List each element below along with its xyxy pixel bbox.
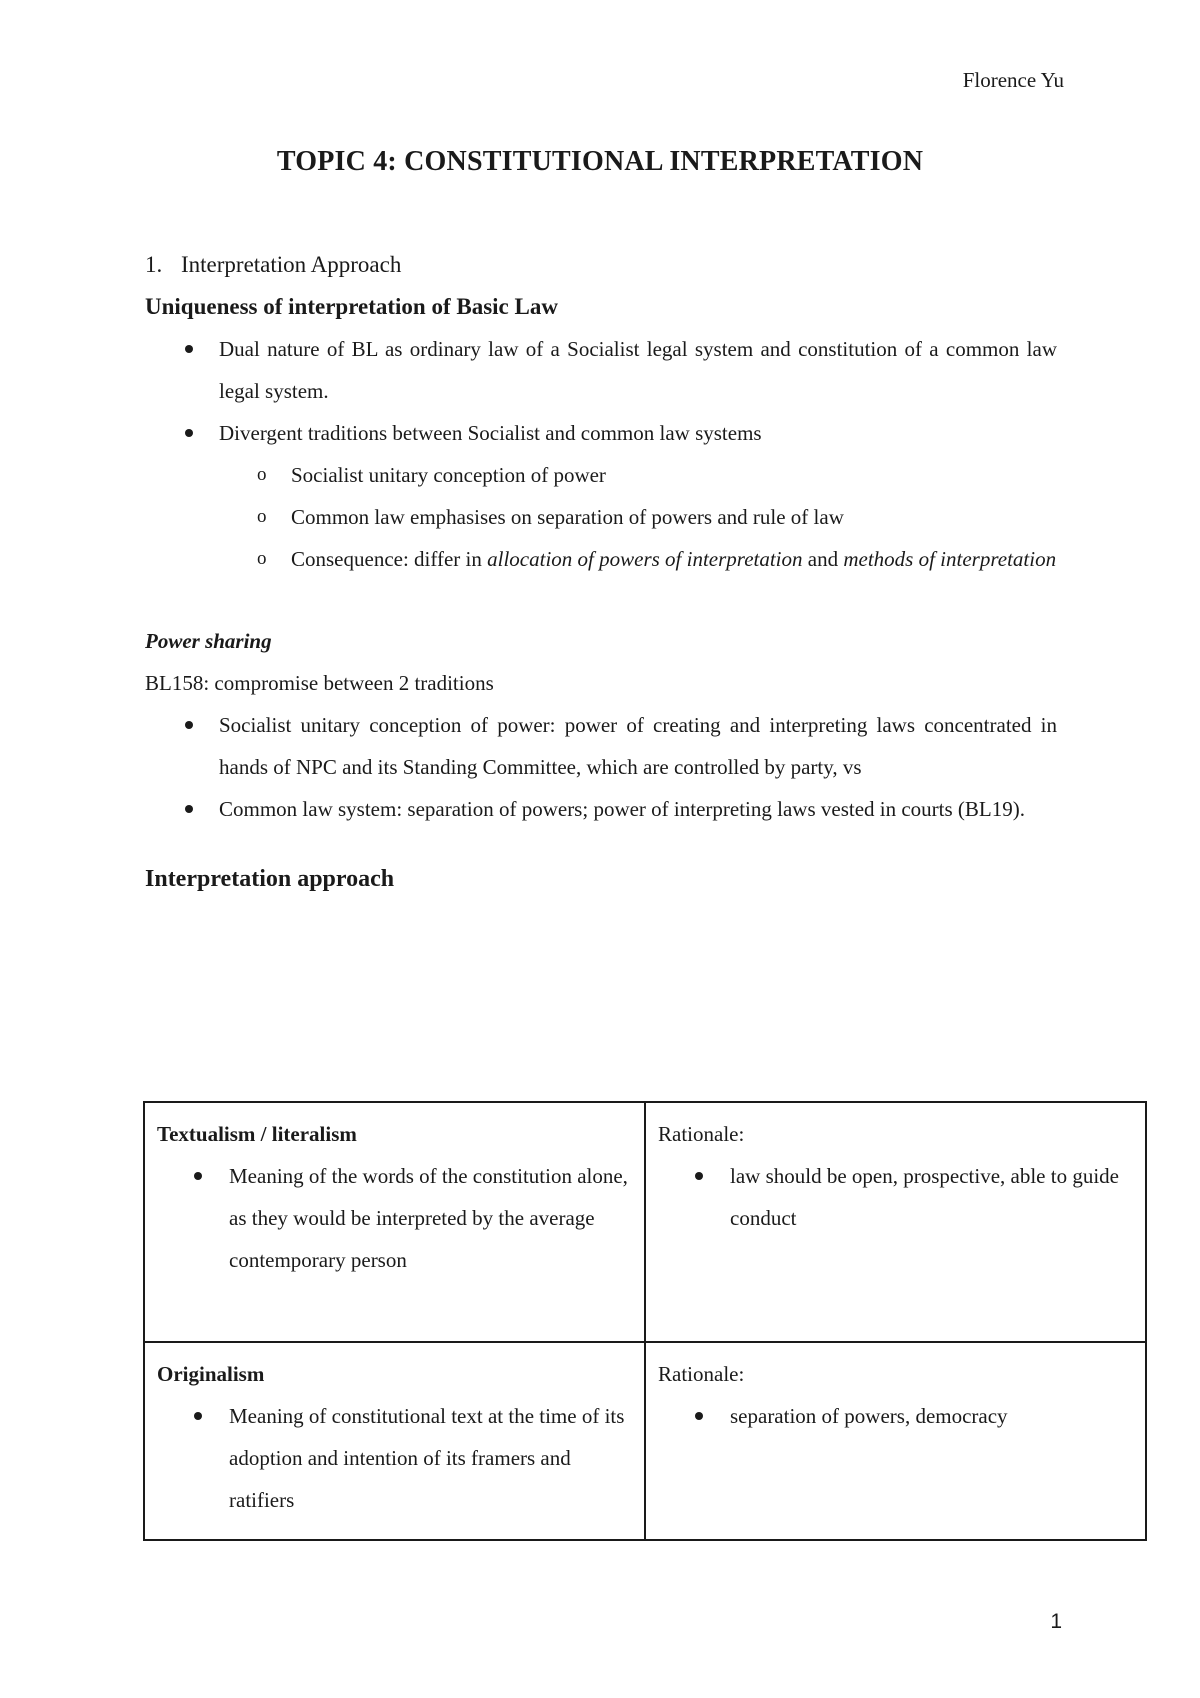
cell-title: Rationale: bbox=[658, 1362, 745, 1386]
list-item-text: separation of powers, democracy bbox=[730, 1404, 1008, 1428]
list-item-text: law should be open, prospective, able to guide conduct bbox=[730, 1164, 1119, 1230]
cell-bullet-list bbox=[658, 1395, 1135, 1437]
bullet-list bbox=[145, 328, 1057, 454]
list-item-text: Socialist unitary conception of power: power of creating and interpreting laws concentrated in hands of NPC and its Standing Committee, which are controlled by party, vs bbox=[219, 713, 1057, 779]
list-item bbox=[145, 788, 1057, 830]
bullet-icon bbox=[695, 1412, 703, 1420]
page-title: TOPIC 4: CONSTITUTIONAL INTERPRETATION bbox=[276, 146, 924, 177]
list-item-text: Dual nature of BL as ordinary law of a Socialist legal system and constitution of a common law legal system. bbox=[219, 337, 1057, 403]
table-row bbox=[144, 1342, 1146, 1540]
bullet-icon bbox=[185, 721, 193, 729]
list-item bbox=[658, 1155, 1135, 1239]
cell-bullet-list bbox=[157, 1155, 634, 1281]
section-heading bbox=[145, 244, 1057, 286]
consequence-emphasis-allocation: allocation of powers of interpretation bbox=[487, 547, 803, 571]
table-cell bbox=[645, 1102, 1146, 1342]
table-cell bbox=[144, 1342, 645, 1540]
page-number: 1 bbox=[1050, 1610, 1062, 1633]
header-author: Florence Yu bbox=[962, 68, 1064, 92]
sub-list-item-text: Common law emphasises on separation of powers and rule of law bbox=[291, 505, 844, 529]
circle-bullet-icon: o bbox=[257, 464, 267, 485]
list-item bbox=[157, 1395, 634, 1521]
sub-list-item bbox=[145, 538, 1057, 580]
circle-bullet-icon: o bbox=[257, 506, 267, 527]
consequence-emphasis-methods: methods of interpretation bbox=[843, 547, 1057, 571]
section-title: Interpretation Approach bbox=[181, 252, 402, 277]
bullet-icon bbox=[185, 805, 193, 813]
power-sharing-heading: Power sharing bbox=[145, 629, 272, 653]
sub-list-item-text bbox=[291, 547, 1056, 571]
interpretation-approach-heading: Interpretation approach bbox=[145, 866, 395, 892]
subsection-heading: Uniqueness of interpretation of Basic Law bbox=[145, 294, 558, 319]
sub-list-item bbox=[145, 496, 1057, 538]
list-item bbox=[145, 704, 1057, 788]
list-item-text: Common law system: separation of powers; power of interpreting laws vested in courts (BL19). bbox=[219, 797, 1025, 821]
list-item bbox=[145, 412, 1057, 454]
bullet-list bbox=[145, 704, 1057, 830]
cell-bullet-list bbox=[157, 1395, 634, 1521]
table-row bbox=[144, 1102, 1146, 1342]
sub-list-item bbox=[145, 454, 1057, 496]
cell-title: Originalism bbox=[157, 1362, 265, 1386]
bullet-icon bbox=[695, 1172, 703, 1180]
list-item-text: Meaning of the words of the constitution alone, as they would be interpreted by the average contemporary person bbox=[229, 1164, 628, 1272]
table-cell bbox=[645, 1342, 1146, 1540]
sub-bullet-list bbox=[145, 454, 1057, 580]
section-number: 1. bbox=[145, 252, 163, 277]
consequence-prefix: Consequence: differ in bbox=[291, 547, 488, 571]
list-item bbox=[157, 1155, 634, 1281]
cell-bullet-list bbox=[658, 1155, 1135, 1239]
consequence-joiner: and bbox=[802, 547, 844, 571]
list-item-text: Meaning of constitutional text at the time of its adoption and intention of its framers and ratifiers bbox=[229, 1404, 625, 1512]
list-item bbox=[658, 1395, 1135, 1437]
bullet-icon bbox=[185, 345, 193, 353]
bullet-icon bbox=[194, 1412, 202, 1420]
cell-title: Textualism / literalism bbox=[157, 1122, 357, 1146]
bullet-icon bbox=[185, 429, 193, 437]
sub-list-item-text: Socialist unitary conception of power bbox=[291, 463, 606, 487]
interpretation-approach-table bbox=[143, 1101, 1147, 1541]
table-cell bbox=[144, 1102, 645, 1342]
list-item-text: Divergent traditions between Socialist and common law systems bbox=[219, 421, 762, 445]
power-sharing-intro: BL158: compromise between 2 traditions bbox=[145, 671, 494, 695]
cell-title: Rationale: bbox=[658, 1122, 745, 1146]
list-item bbox=[145, 328, 1057, 412]
bullet-icon bbox=[194, 1172, 202, 1180]
document-body bbox=[145, 244, 1057, 900]
circle-bullet-icon: o bbox=[257, 548, 267, 569]
